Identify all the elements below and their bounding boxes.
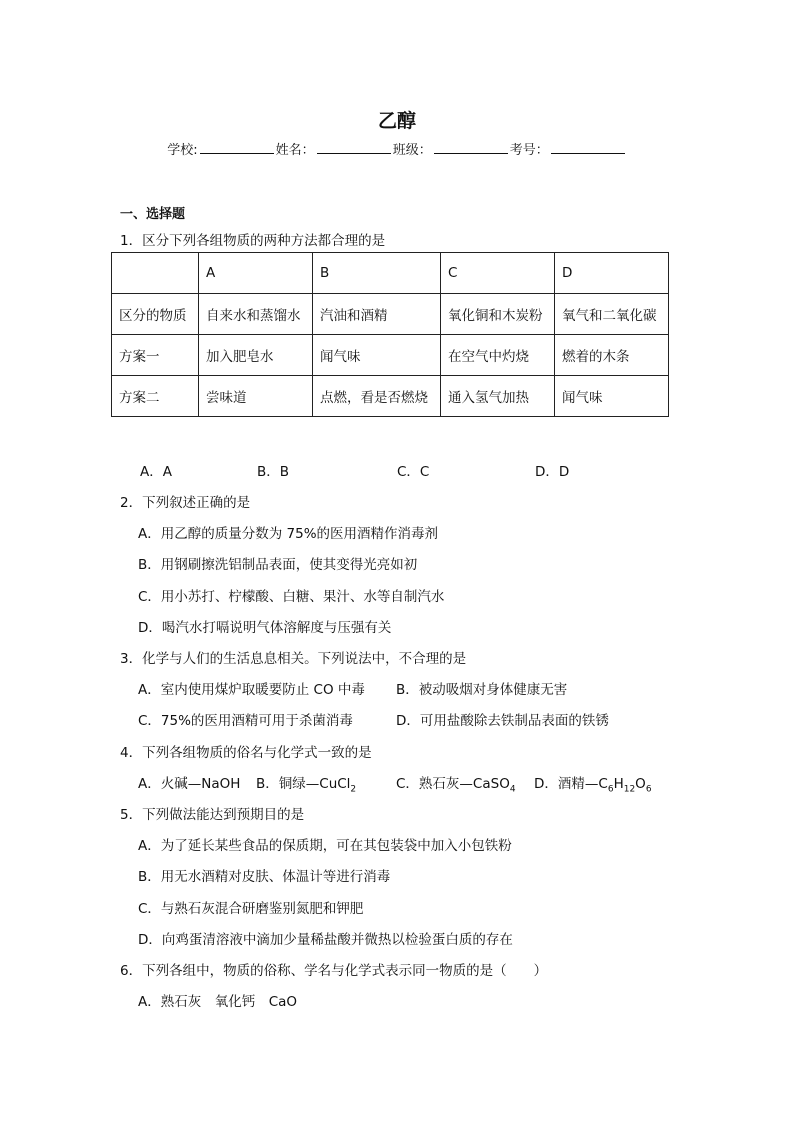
name-blank	[317, 141, 391, 154]
table-cell: 加入肥皂水	[199, 335, 313, 376]
table-cell: 闻气味	[313, 335, 441, 376]
table-cell: 点燃，看是否燃烧	[313, 376, 441, 417]
school-blank	[200, 141, 274, 154]
table-cell: 闻气味	[555, 376, 669, 417]
class-blank	[434, 141, 508, 154]
q1-option-a[interactable]: A．A	[140, 464, 172, 480]
q3-option-c[interactable]: C．75%的医用酒精可用于杀菌消毒	[138, 713, 353, 729]
number-blank	[551, 141, 625, 154]
question-4-stem: 4．下列各组物质的俗名与化学式一致的是	[120, 745, 372, 761]
table-row	[112, 335, 669, 376]
q1-option-b[interactable]: B．B	[257, 464, 290, 480]
table-cell: 区分的物质	[112, 294, 199, 335]
class-label: 班级：	[392, 143, 432, 158]
table-cell: 方案二	[112, 376, 199, 417]
table-cell: A	[199, 253, 313, 294]
q5-option-c[interactable]: C．与熟石灰混合研磨鉴别氮肥和钾肥	[138, 901, 364, 917]
section-heading: 一、选择题	[120, 207, 186, 222]
subscript: 6	[607, 784, 614, 795]
q6-option-a[interactable]: A．熟石灰 氧化钙 CaO	[138, 994, 298, 1010]
table-cell: 氧化铜和木炭粉	[441, 294, 555, 335]
subscript: 6	[645, 784, 652, 795]
table-cell: 氧气和二氧化碳	[555, 294, 669, 335]
subscript: 2	[350, 784, 357, 795]
q2-option-a[interactable]: A．用乙醇的质量分数为 75%的医用酒精作消毒剂	[138, 526, 439, 542]
q4-option-d[interactable]	[534, 772, 652, 795]
table-cell: 方案一	[112, 335, 199, 376]
q1-option-d[interactable]: D．D	[535, 464, 570, 480]
document-title: 乙醇	[377, 110, 416, 132]
number-label: 考号：	[509, 143, 549, 158]
table-cell: D	[555, 253, 669, 294]
q3-option-d[interactable]: D．可用盐酸除去铁制品表面的铁锈	[396, 713, 609, 729]
table-row	[112, 294, 669, 335]
q4-option-a[interactable]: A．火碱—NaOH	[138, 776, 241, 792]
question-1-stem: 1．区分下列各组物质的两种方法都合理的是	[120, 233, 386, 249]
q4-option-c[interactable]	[396, 772, 516, 795]
subscript: 12	[623, 784, 636, 795]
table-cell: 自来水和蒸馏水	[199, 294, 313, 335]
option-text: O	[635, 776, 646, 792]
q1-option-c[interactable]: C．C	[397, 464, 430, 480]
table-cell: 在空气中灼烧	[441, 335, 555, 376]
q3-option-a[interactable]: A．室内使用煤炉取暖要防止 CO 中毒	[138, 682, 365, 698]
question-3-stem: 3．化学与人们的生活息息相关。下列说法中，不合理的是	[120, 651, 467, 667]
subscript: 4	[509, 784, 516, 795]
q3-option-b[interactable]: B．被动吸烟对身体健康无害	[396, 682, 568, 698]
school-label: 学校:	[167, 143, 198, 158]
student-info-line	[0, 139, 794, 158]
question-2-stem: 2．下列叙述正确的是	[120, 495, 251, 511]
option-text: H	[613, 776, 624, 792]
q2-option-b[interactable]: B．用钢刷擦洗铝制品表面，使其变得光亮如初	[138, 557, 418, 573]
question-1-table	[111, 252, 669, 417]
q5-option-d[interactable]: D．向鸡蛋清溶液中滴加少量稀盐酸并微热以检验蛋白质的存在	[138, 932, 513, 948]
option-text: D．酒精—C	[534, 776, 608, 792]
table-cell	[112, 253, 199, 294]
q5-option-a[interactable]: A．为了延长某些食品的保质期，可在其包装袋中加入小包铁粉	[138, 838, 512, 854]
table-cell: C	[441, 253, 555, 294]
option-text: C．熟石灰—CaSO	[396, 776, 510, 792]
table-cell: 汽油和酒精	[313, 294, 441, 335]
question-6-stem: 6．下列各组中，物质的俗称、学名与化学式表示同一物质的是（ ）	[120, 963, 548, 979]
q2-option-c[interactable]: C．用小苏打、柠檬酸、白糖、果汁、水等自制汽水	[138, 589, 445, 605]
table-row	[112, 376, 669, 417]
table-row	[112, 253, 669, 294]
q5-option-b[interactable]: B．用无水酒精对皮肤、体温计等进行消毒	[138, 869, 391, 885]
question-5-stem: 5．下列做法能达到预期目的是	[120, 807, 305, 823]
table-cell: 燃着的木条	[555, 335, 669, 376]
option-text: B．铜绿—CuCl	[256, 776, 351, 792]
table-cell: 尝味道	[199, 376, 313, 417]
name-label: 姓名：	[275, 143, 315, 158]
table-cell: B	[313, 253, 441, 294]
q2-option-d[interactable]: D．喝汽水打嗝说明气体溶解度与压强有关	[138, 620, 392, 636]
table-cell: 通入氢气加热	[441, 376, 555, 417]
q4-option-b[interactable]	[256, 772, 356, 795]
